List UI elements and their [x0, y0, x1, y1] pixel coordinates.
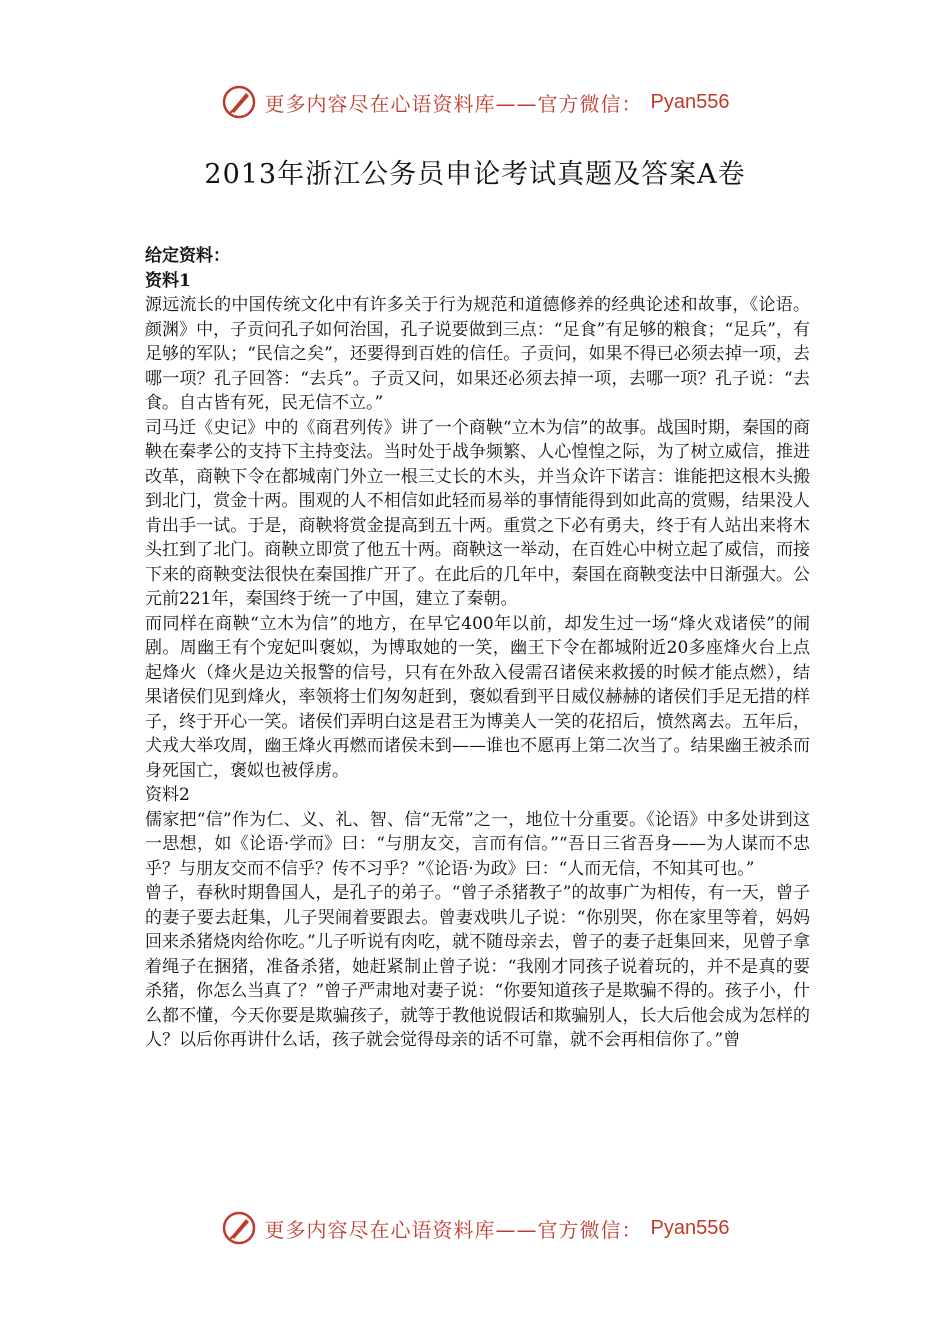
- footer-watermark: [0, 1208, 950, 1248]
- material-1-paragraph: 源远流长的中国传统文化中有许多关于行为规范和道德修养的经典论述和故事，《论语。颜渊》中，子贡问孔子如何治国，孔子说要做到三点：“足食”有足够的粮食；“足兵”，有足够的军队；“民信之矣”，还要得到百姓的信任。子贡问，如果不得已必须去掉一项，去哪一项？孔子回答：“去兵”。子贡又问，如果还必须去掉一项，去哪一项？孔子说：“去食。自古皆有死，民无信不立。”: [145, 295, 810, 413]
- quill-logo-icon: [221, 84, 257, 120]
- watermark-slogan: 更多内容尽在心语资料库——官方微信：: [264, 91, 643, 116]
- header-watermark: [0, 82, 950, 122]
- material-1-paragraph: 而同样在商鞅“立木为信”的地方，在早它400年以前，却发生过一场“烽火戏诸侯”的闹剧。周幽王有个宠妃叫褒姒，为博取她的一笑，幽王下令在都城附近20多座烽火台上点起烽火（烽火是边关报警的信号，只有在外敌入侵需召诸侯来救援的时候才能点燃），结果诸侯们见到烽火，率领将士们匆匆赶到，褒姒看到平日威仪赫赫的诸侯们手足无措的样子，终于开心一笑。诸侯们弄明白这是君王为博美人一笑的花招后，愤然离去。五年后，犬戎大举攻周，幽王烽火再燃而诸侯未到——谁也不愿再上第二次当了。结果幽王被杀而身死国亡，褒姒也被俘虏。: [145, 613, 810, 781]
- material-1-heading: 资料1: [145, 270, 191, 291]
- watermark-contact: Pyan556: [650, 90, 730, 113]
- material-1-paragraph: 司马迁《史记》中的《商君列传》讲了一个商鞅“立木为信”的故事。战国时期，秦国的商鞅在秦孝公的支持下主持变法。当时处于战争频繁、人心惶惶之际，为了树立威信，推进改革，商鞅下令在都城南门外立一根三丈长的木头，并当众许下诺言：谁能把这根木头搬到北门，赏金十两。围观的人不相信如此轻而易举的事情能得到如此高的赏赐，结果没人肯出手一试。于是，商鞅将赏金提高到五十两。重赏之下必有勇夫，终于有人站出来将木头扛到了北门。商鞅立即赏了他五十两。商鞅这一举动，在百姓心中树立起了威信，而接下来的商鞅变法很快在秦国推广开了。在此后的几年中，秦国在商鞅变法中日渐强大。公元前221年，秦国终于统一了中国，建立了秦朝。: [145, 417, 810, 609]
- material-2-paragraph: 儒家把“信”作为仁、义、礼、智、信“无常”之一，地位十分重要。《论语》中多处讲到这一思想，如《论语·学而》曰：“与朋友交，言而有信。”“吾日三省吾身——为人谋而不忠乎？与朋友交而不信乎？传不习乎？”《论语·为政》曰：“人而无信，不知其可也。”: [145, 809, 810, 879]
- quill-logo-icon: [221, 1210, 257, 1246]
- watermark-contact: Pyan556: [650, 1216, 730, 1239]
- material-2-heading: 资料2: [145, 785, 190, 805]
- document-body: [145, 244, 810, 1053]
- document-title: 2013年浙江公务员申论考试真题及答案A卷: [204, 159, 746, 190]
- section-heading: 给定资料：: [145, 246, 230, 266]
- material-2-paragraph: 曾子，春秋时期鲁国人，是孔子的弟子。“曾子杀猪教子”的故事广为相传，有一天，曾子的妻子要去赶集，儿子哭闹着要跟去。曾妻戏哄儿子说：“你别哭，你在家里等着，妈妈回来杀猪烧肉给你吃。”儿子听说有肉吃，就不随母亲去，曾子的妻子赶集回来，见曾子拿着绳子在捆猪，准备杀猪，她赶紧制止曾子说：“我刚才同孩子说着玩的，并不是真的要杀猪，你怎么当真了？”曾子严肃地对妻子说：“你要知道孩子是欺骗不得的。孩子小，什么都不懂，今天你要是欺骗孩子，就等于教他说假话和欺骗别人，长大后他会成为怎样的人？以后你再讲什么话，孩子就会觉得母亲的话不可靠，就不会再相信你了。”曾: [145, 883, 810, 1050]
- watermark-slogan: 更多内容尽在心语资料库——官方微信：: [264, 1217, 643, 1242]
